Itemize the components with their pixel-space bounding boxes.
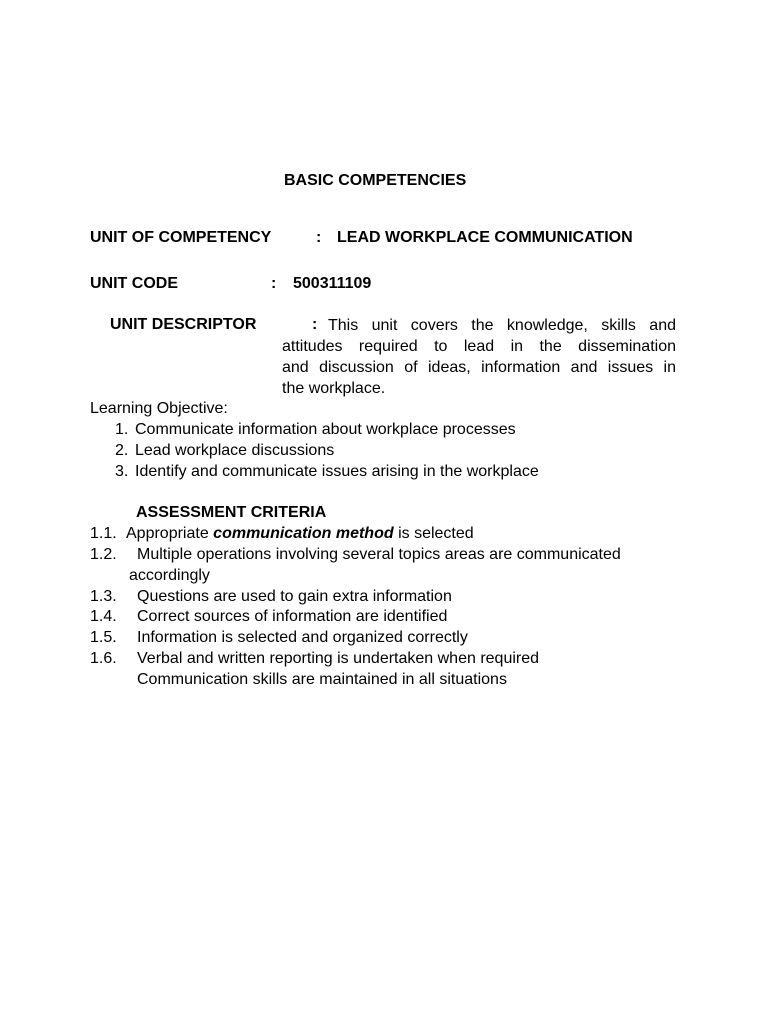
objective-number: 2. xyxy=(115,442,129,459)
criterion-emphasis: communication method xyxy=(213,525,394,542)
unit-descriptor-text xyxy=(282,315,676,399)
criterion-text: Verbal and written reporting is undertaken when required xyxy=(137,650,540,667)
criterion-text: Correct sources of information are identified xyxy=(137,608,448,625)
descriptor-line: This unit covers the knowledge, skills and xyxy=(328,317,676,334)
criterion-number: 1.2. xyxy=(90,546,117,563)
learning-objective-label: Learning Objective: xyxy=(90,400,228,417)
objective-text: Lead workplace discussions xyxy=(135,442,335,459)
criterion-number: 1.4. xyxy=(90,608,117,625)
unit-of-competency-value: LEAD WORKPLACE COMMUNICATION xyxy=(337,229,633,246)
criterion-continuation: Communication skills are maintained in all situations xyxy=(137,671,507,688)
criterion-number: 1.5. xyxy=(90,629,117,646)
criterion-continuation: accordingly xyxy=(129,567,210,584)
unit-of-competency-separator: : xyxy=(316,229,322,246)
criterion-text: Questions are used to gain extra information xyxy=(137,588,452,605)
descriptor-line: and discussion of ideas, information and issues in xyxy=(282,359,676,376)
unit-code-label: UNIT CODE xyxy=(90,275,178,292)
criterion-number: 1.6. xyxy=(90,650,117,667)
criterion-text: Multiple operations involving several topics areas are communicated xyxy=(137,546,621,563)
criterion-text: Information is selected and organized correctly xyxy=(137,629,468,646)
descriptor-line: attitudes required to lead in the dissemination xyxy=(282,338,676,355)
objective-number: 3. xyxy=(115,463,129,480)
descriptor-line: the workplace. xyxy=(282,380,386,397)
criterion-number: 1.3. xyxy=(90,588,117,605)
unit-of-competency-label: UNIT OF COMPETENCY xyxy=(90,229,272,246)
criterion-text-after: is selected xyxy=(398,525,474,542)
assessment-criteria-heading: ASSESSMENT CRITERIA xyxy=(136,504,327,521)
criterion-text-before: Appropriate xyxy=(126,525,209,542)
criterion-text xyxy=(126,524,474,544)
objective-text: Communicate information about workplace processes xyxy=(135,421,516,438)
page-heading: BASIC COMPETENCIES xyxy=(284,172,467,189)
criterion-number: 1.1. xyxy=(90,525,117,542)
unit-descriptor-label: UNIT DESCRIPTOR xyxy=(110,316,257,333)
unit-code-value: 500311109 xyxy=(293,275,372,292)
objective-number: 1. xyxy=(115,421,129,438)
objective-text: Identify and communicate issues arising in the workplace xyxy=(135,463,539,480)
unit-descriptor-separator: : xyxy=(312,316,318,333)
unit-code-separator: : xyxy=(271,275,277,292)
